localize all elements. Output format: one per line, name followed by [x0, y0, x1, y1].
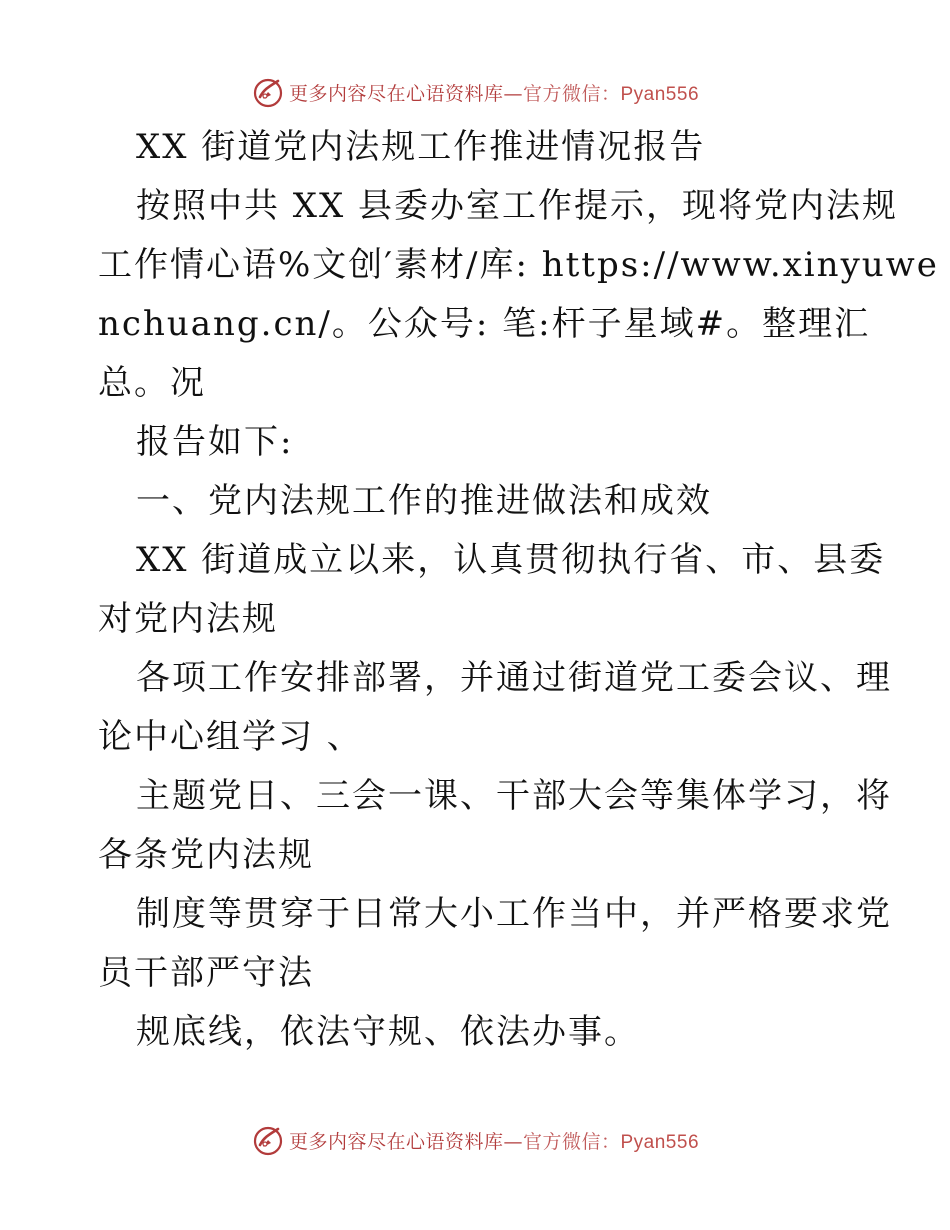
paragraph-line: 工作情心语%文创′素材/库: https://www.xinyuwe: [98, 245, 939, 285]
watermark-text: [289, 79, 699, 106]
pen-logo-icon: [251, 1123, 285, 1157]
watermark-text: [289, 1127, 699, 1154]
paragraph-line: 论中心组学习 、: [98, 717, 363, 757]
footer-watermark: [0, 1120, 950, 1160]
section-heading: 一、党内法规工作的推进做法和成效: [136, 481, 712, 521]
paragraph-line: 按照中共 XX 县委办室工作提示，现将党内法规: [136, 186, 899, 226]
paragraph-line: 对党内法规: [98, 599, 278, 639]
paragraph-line: nchuang.cn/。公众号: 笔:杆子星域#。整理汇: [98, 304, 871, 344]
paragraph-line: XX 街道成立以来，认真贯彻执行省、市、县委: [136, 540, 886, 580]
watermark-wechat-label: 官方微信：: [522, 82, 621, 105]
watermark-wechat-id: Pyan556: [620, 83, 700, 105]
paragraph-line: 规底线，依法守规、依法办事。: [136, 1012, 640, 1052]
paragraph-line: 制度等贯穿于日常大小工作当中，并严格要求党: [136, 894, 892, 934]
watermark-title: 更多内容尽在心语资料库: [288, 82, 504, 105]
pen-logo-icon: [251, 75, 285, 109]
watermark-dash: —: [503, 82, 523, 105]
paragraph-line: 员干部严守法: [98, 953, 314, 993]
document-body: [98, 118, 939, 1062]
paragraph-line: 各条党内法规: [98, 835, 314, 875]
paragraph-line: 总。况: [98, 363, 206, 403]
watermark-title: 更多内容尽在心语资料库: [288, 1130, 504, 1153]
header-watermark: [0, 72, 950, 112]
watermark-wechat-label: 官方微信：: [522, 1130, 621, 1153]
paragraph-line: 各项工作安排部署，并通过街道党工委会议、理: [136, 658, 892, 698]
watermark-wechat-id: Pyan556: [620, 1131, 700, 1153]
paragraph-line: 报告如下:: [136, 422, 294, 462]
document-title: XX 街道党内法规工作推进情况报告: [136, 127, 706, 167]
paragraph-line: 主题党日、三会一课、干部大会等集体学习，将: [136, 776, 892, 816]
watermark-dash: —: [503, 1130, 523, 1153]
